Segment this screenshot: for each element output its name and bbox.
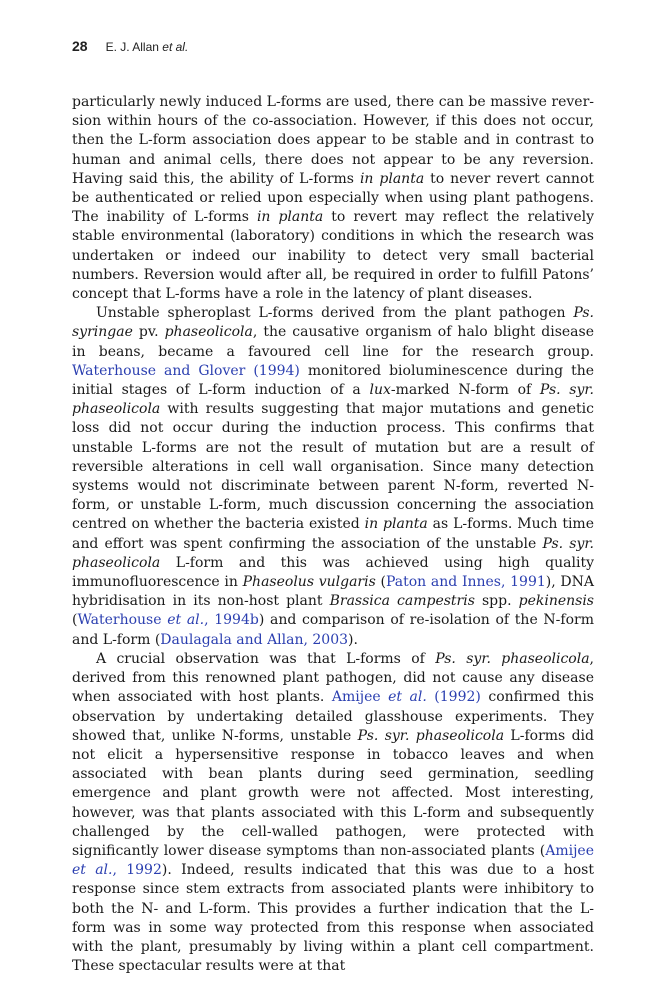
text-run: to never revert cannot be authenticated or relied upon especially when using plant pathogens. The inability of L-forms bbox=[72, 170, 594, 226]
italic-term: in planta bbox=[256, 209, 324, 226]
running-head bbox=[72, 38, 188, 54]
italic-term: Ps. syr. phaseolicola bbox=[435, 650, 590, 667]
italic-term: phaseolicola bbox=[164, 324, 253, 341]
authors-names: E. J. Allan bbox=[105, 40, 163, 54]
page-number: 28 bbox=[72, 38, 88, 54]
text-run: A crucial observation was that L-forms of bbox=[96, 650, 436, 667]
italic-term: Ps. syringae bbox=[72, 305, 594, 341]
italic-term: Brassica campestris bbox=[329, 593, 475, 610]
italic-term: in planta bbox=[359, 170, 425, 187]
citation-link[interactable] bbox=[388, 689, 427, 705]
citation-link[interactable]: Amijee bbox=[545, 842, 594, 859]
text-run: spp. bbox=[474, 593, 519, 610]
text-run: ). bbox=[348, 631, 358, 648]
text-run: to revert may reflect the relatively stable environmental (laboratory) conditions in which the research was undertaken or indeed our inability to detect very small bacterial numbers. Reversion would after all, be required in order to fulfill Patons’ concept that L-forms have a role in the latency of plant diseases. bbox=[72, 209, 594, 303]
citation-link[interactable]: (1992) bbox=[426, 689, 481, 706]
citation-link[interactable]: , 1994b bbox=[204, 612, 259, 629]
citation-etal: et al. bbox=[167, 612, 205, 629]
body-text bbox=[72, 93, 594, 976]
paragraph-3 bbox=[72, 650, 594, 976]
citation-link[interactable]: Amijee bbox=[331, 689, 389, 706]
text-run: ). Indeed, results indicated that this was due to a host response since stem extracts from associated plants were inhibitory to both the N- and L-form. This provides a further indication that the L-form was in some way protected from this response when associated with the plant, presumably by living within a plant cell compartment. These spectacular results were at that bbox=[72, 862, 594, 975]
citation-link[interactable] bbox=[167, 612, 204, 628]
citation-link[interactable]: Daulagala and Allan, 2003 bbox=[160, 631, 349, 648]
citation-link[interactable] bbox=[72, 862, 112, 878]
text-run: pv. bbox=[132, 324, 165, 341]
citation-etal: et al. bbox=[72, 862, 113, 879]
running-head-authors bbox=[106, 40, 189, 54]
italic-term: in planta bbox=[364, 516, 428, 533]
text-run: Unstable spheroplast L-forms derived from the plant pathogen bbox=[96, 305, 574, 322]
text-run: as L-forms. Much time and effort was spent confirming the association of the unstable bbox=[72, 516, 594, 552]
italic-term: Phaseolus vulgaris bbox=[242, 574, 376, 591]
text-run: ( bbox=[72, 612, 78, 629]
italic-term: Ps. syr. phaseolicola bbox=[72, 535, 595, 571]
text-run: ) and comparison of re-isolation of the N-form and L-form ( bbox=[72, 612, 594, 648]
citation-link[interactable]: Waterhouse and Glover (1994) bbox=[72, 362, 300, 379]
text-run: , derived from this renowned plant pathogen, did not cause any disease when associated with host plants. bbox=[72, 650, 594, 706]
text-run: particularly newly induced L-forms are used, there can be massive reversion within hours of the co-association. However, if this does not occur, then the L-form association does appear to be stable and in contrast to human and animal cells, there does not appear to be any reversion. Having said this, the ability of L-forms bbox=[72, 94, 594, 187]
citation-link[interactable]: , 1992 bbox=[112, 862, 162, 879]
italic-term: pekinensis bbox=[518, 593, 594, 610]
text-run: L-forms did not elicit a hypersensitive response in tobacco leaves and when associated with bean plants during seed germination, seedling emergence and plant growth were not affected. Most interesting, however, was that plants associated with this L-form and subsequently challenged by the cell-walled pathogen, were protected with significantly lower disease symptoms than non-associated plants ( bbox=[72, 727, 594, 859]
text-run: confirmed this observation by undertaking detailed glasshouse experiments. They showed that, unlike N-forms, unstable bbox=[72, 689, 594, 744]
citation-etal: et al. bbox=[388, 689, 427, 706]
authors-etal: et al. bbox=[162, 40, 189, 54]
text-run: ), DNA hybridisation in its non-host plant bbox=[72, 574, 594, 610]
citation-link[interactable]: Waterhouse bbox=[77, 612, 168, 629]
text-run: L-form and this was achieved using high quality immunofluorescence in bbox=[72, 554, 594, 591]
text-run: with results suggesting that major mutations and genetic loss did not occur during the induction process. This confirms that unstable L-forms are not the result of mutation but are a result of reversible alterations in cell wall organisation. Since many detection systems would not discriminate between parent N-form, reverted N-form, or unstable L-form, much discussion concerning the association centred on whether the bacteria existed bbox=[72, 401, 594, 533]
text-run: monitored bioluminescence during the initial stages of L-form induction of a bbox=[72, 362, 595, 399]
paragraph-1 bbox=[72, 93, 594, 304]
text-run: -marked N-form of bbox=[390, 382, 540, 399]
text-run: , the causative organism of halo blight disease in beans, became a favoured cell line for the research group. bbox=[72, 324, 594, 360]
citation-link[interactable]: Paton and Innes, 1991 bbox=[385, 574, 546, 591]
italic-term: lux bbox=[369, 382, 391, 399]
italic-term: Ps. syr. phaseolicola bbox=[72, 382, 595, 418]
paragraph-2 bbox=[72, 304, 594, 650]
italic-term: Ps. syr. phaseolicola bbox=[357, 727, 505, 744]
text-run: ( bbox=[375, 574, 386, 591]
